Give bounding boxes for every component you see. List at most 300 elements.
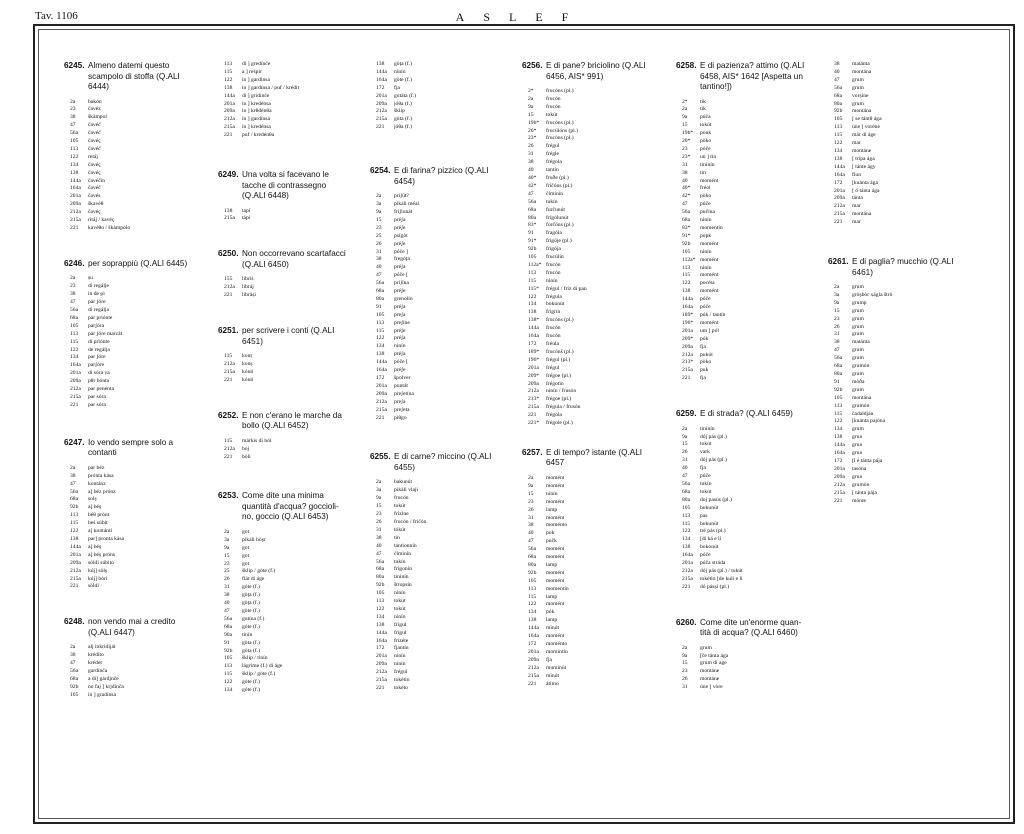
dialect-form: momént	[546, 601, 565, 608]
dialect-form: tasóna	[852, 465, 867, 472]
response-row	[370, 407, 502, 415]
response-row	[370, 399, 502, 407]
survey-point: 38	[834, 339, 840, 346]
survey-point: 40	[528, 530, 534, 537]
survey-point: 189*	[682, 311, 694, 318]
survey-point: 212a	[682, 567, 693, 574]
dialect-form: grum	[852, 371, 864, 377]
response-row	[64, 99, 196, 107]
response-row	[64, 106, 196, 114]
entry-number: 6248.	[64, 617, 85, 627]
survey-point: 115	[834, 132, 843, 139]
survey-point: 3a	[376, 201, 382, 208]
dialect-form: bokunút	[700, 520, 719, 527]
response-row	[370, 653, 502, 661]
survey-point: 91	[376, 303, 382, 310]
dialect-form: libriś	[242, 276, 254, 283]
dialect-form: préʃa	[394, 335, 406, 342]
response-row	[522, 278, 654, 286]
response-row	[64, 347, 196, 355]
response-row	[828, 188, 964, 196]
response-row	[676, 217, 808, 225]
survey-point: 19b*	[528, 119, 540, 126]
survey-point: 9a	[682, 652, 688, 659]
survey-point: 19b*	[682, 130, 694, 137]
response-row	[676, 359, 808, 367]
dialect-form: jóθa (f.)	[394, 124, 412, 131]
survey-point: 115	[224, 353, 233, 360]
survey-point: 23	[70, 106, 76, 113]
response-row	[370, 241, 502, 249]
dialect-form: vark	[700, 449, 710, 456]
response-row	[64, 170, 196, 178]
survey-point: 38	[528, 522, 534, 529]
survey-point: 26	[528, 506, 534, 513]
survey-point: 221	[528, 412, 537, 419]
dialect-form: frégul / friz di pan	[546, 285, 587, 292]
survey-point: 138	[682, 544, 691, 551]
survey-point: 209a	[528, 656, 539, 663]
survey-point: 221	[834, 219, 843, 226]
response-row	[370, 606, 502, 614]
entry	[370, 166, 502, 422]
entry	[218, 249, 350, 300]
dialect-form: ninín	[394, 613, 406, 620]
dialect-form: tininín	[700, 425, 715, 432]
column-3	[370, 61, 502, 703]
dialect-form: grum	[852, 355, 864, 362]
survey-point: 56a	[70, 130, 79, 137]
dialect-form: kavéθo / škàmpolo	[88, 225, 131, 231]
survey-point: 144a	[376, 68, 387, 75]
response-row	[828, 85, 964, 93]
response-row	[218, 600, 350, 608]
dialect-form: mónte	[852, 497, 866, 504]
dialect-form: retáj	[88, 153, 98, 160]
response-row	[522, 207, 654, 215]
response-row	[828, 490, 964, 498]
survey-point: 212a	[224, 445, 235, 452]
entry-question: E di pane? briciolino (Q.ALI 6456, AIS* 991)	[546, 61, 646, 81]
dialect-form: momént	[546, 633, 565, 640]
response-row	[64, 576, 196, 584]
dialect-form: puk	[700, 367, 709, 374]
entry-question: E di strada? (Q.ALI 6459)	[700, 409, 793, 419]
survey-point: 92b	[528, 246, 537, 253]
dialect-form: flun	[852, 171, 862, 178]
response-row	[828, 108, 964, 116]
response-row	[676, 536, 808, 544]
entry	[828, 61, 964, 227]
response-row	[522, 246, 654, 254]
response-row	[676, 434, 808, 442]
survey-point: 212a	[376, 669, 387, 676]
dialect-form: grumón	[852, 481, 870, 488]
response-row	[64, 209, 196, 217]
dialect-form: momént	[700, 240, 719, 247]
dialect-form: gardínča	[88, 668, 108, 675]
response-row	[522, 309, 654, 317]
dialect-form: frucóns (pl.)	[546, 119, 574, 126]
survey-point: 213*	[682, 359, 694, 366]
survey-point: 155	[224, 276, 233, 283]
entry-heading	[522, 448, 654, 469]
response-row	[218, 132, 350, 140]
survey-point: 201a	[70, 370, 81, 377]
response-row	[370, 527, 502, 535]
dialect-form: kúj] bòri	[88, 575, 108, 582]
response-row	[522, 143, 654, 151]
survey-point: 23*	[682, 153, 691, 160]
response-row	[522, 530, 654, 538]
dialect-form: tánta	[852, 195, 863, 202]
survey-point: 215a	[224, 215, 235, 222]
dialect-form: sòldi	[88, 583, 99, 590]
survey-point: 31	[528, 514, 534, 521]
dialect-form: montána	[852, 68, 872, 75]
dialect-form: parʃóre	[88, 362, 105, 369]
response-row	[828, 300, 964, 308]
dialect-form: pikáli bòșr	[242, 536, 266, 543]
survey-point: 221	[70, 583, 79, 590]
survey-point: 56a	[70, 307, 79, 314]
response-row	[64, 481, 196, 489]
response-row	[676, 225, 808, 233]
dialect-form: momént	[700, 177, 719, 184]
entry	[218, 491, 350, 695]
response-row	[370, 61, 502, 69]
response-row	[676, 272, 808, 280]
response-row	[828, 148, 964, 156]
entry-question: E di pazienza? attimo (Q.ALI 6458, AIS* 1642 [Aspetta un tantino!])	[700, 61, 805, 91]
response-row	[828, 474, 964, 482]
dialect-form: pòko	[700, 193, 712, 200]
survey-point: 105	[70, 322, 79, 329]
response-row	[218, 624, 350, 632]
entry	[218, 61, 350, 140]
dialect-form: frígul	[394, 621, 407, 628]
dialect-form: a] béș	[88, 543, 102, 550]
response-row	[218, 69, 350, 77]
dialect-form: mar	[852, 219, 861, 226]
survey-point: 23	[376, 511, 382, 518]
survey-point: 47	[70, 660, 76, 667]
response-row	[828, 284, 964, 292]
entry-question: per scrivere i conti (Q.ALI 6451)	[242, 326, 335, 346]
response-row	[370, 543, 502, 551]
dialect-form: már di áge	[852, 132, 876, 139]
entry-number: 6261.	[828, 257, 849, 267]
survey-point: 91*	[528, 238, 537, 245]
survey-point: 20*	[528, 127, 537, 134]
dialect-form: momént	[700, 256, 719, 263]
survey-point: 80a	[376, 295, 385, 302]
survey-point: 15	[376, 216, 382, 223]
response-row	[676, 584, 808, 592]
dialect-form: momént	[700, 319, 719, 326]
response-row	[676, 154, 808, 162]
response-row	[522, 341, 654, 349]
survey-point: 56a	[70, 668, 79, 675]
survey-point: 144a	[224, 92, 235, 99]
response-row	[522, 199, 654, 207]
dialect-form: préʃa	[394, 351, 406, 358]
response-row	[218, 276, 350, 284]
survey-point: 92b	[682, 240, 691, 247]
survey-point: 2a	[528, 474, 534, 481]
response-row	[64, 676, 196, 684]
survey-point: 2a	[70, 98, 76, 105]
survey-point: 80a	[834, 100, 843, 107]
response-row	[828, 195, 964, 203]
response-row	[370, 312, 502, 320]
dialect-form: grum	[852, 76, 864, 83]
survey-point: 56a	[376, 280, 385, 287]
survey-point: 15	[682, 660, 688, 667]
survey-point: 221	[834, 497, 843, 504]
survey-point: 38	[682, 169, 688, 176]
dialect-form: frucónš (pl.)	[546, 348, 574, 355]
dialect-form: grun	[852, 434, 863, 441]
survey-point: 134	[834, 426, 843, 433]
response-row	[370, 574, 502, 582]
survey-point: 38	[70, 291, 76, 298]
dialect-form: pučk	[546, 538, 557, 545]
response-row	[676, 367, 808, 375]
response-row	[828, 77, 964, 85]
survey-point: 212a	[70, 209, 81, 216]
response-row	[676, 185, 808, 193]
survey-point: 164a	[528, 633, 539, 640]
entry-number: 6258.	[676, 61, 697, 70]
response-row	[828, 211, 964, 219]
dialect-form: frizíne	[394, 511, 409, 518]
dialect-form: prónta kása	[88, 472, 114, 479]
survey-point: 113	[682, 512, 691, 519]
survey-point: 2a	[376, 193, 382, 200]
survey-point: 3a	[224, 536, 230, 543]
survey-point: 115	[70, 338, 79, 345]
survey-point: 144a	[528, 325, 539, 332]
survey-point: 209a	[70, 201, 81, 208]
entry-question: E di farina? pizzico (Q.ALI 6454)	[394, 166, 489, 186]
dialect-form: frucóns (pl.)	[546, 317, 574, 324]
dialect-form: šklip / gòte (f.)	[242, 671, 276, 678]
survey-point: 112a*	[682, 256, 696, 263]
response-row	[370, 124, 502, 132]
dialect-form: ritáj / kavéç	[88, 217, 115, 224]
survey-point: 209a	[528, 380, 539, 387]
response-row	[64, 331, 196, 339]
dialect-form: in ] gardínsa	[242, 76, 270, 83]
survey-point: 221	[70, 401, 79, 408]
entry	[218, 411, 350, 462]
dialect-form: par ʃóre marcât	[88, 330, 123, 337]
response-row	[522, 522, 654, 530]
survey-point: 215a	[70, 575, 81, 582]
survey-point: 38	[376, 256, 382, 263]
dialect-form: frégul	[394, 669, 408, 676]
survey-point: 115	[528, 277, 537, 284]
dialect-form: pikáli méal	[394, 201, 420, 208]
survey-point: 40	[834, 68, 840, 75]
response-row	[64, 178, 196, 186]
response-row	[522, 625, 654, 633]
survey-point: 115	[70, 520, 79, 527]
response-row	[370, 108, 502, 116]
response-row	[522, 215, 654, 223]
survey-point: 2a	[682, 425, 688, 432]
dialect-form: momént	[700, 288, 719, 295]
dialect-form: tré pás (pl.)	[700, 528, 726, 535]
response-row	[370, 614, 502, 622]
dialect-form: góte (f.)	[242, 584, 261, 591]
survey-point: 215a	[376, 116, 387, 123]
dialect-form: [ tánte ágy	[852, 163, 876, 170]
survey-point: 47	[682, 201, 688, 208]
dialect-form: momentín	[700, 225, 723, 231]
survey-point: 9a	[376, 208, 382, 215]
survey-point: 115	[376, 327, 385, 334]
response-row	[828, 180, 964, 188]
entry-heading	[218, 411, 350, 432]
survey-point: 113	[528, 269, 537, 276]
survey-point: 68a	[70, 675, 79, 682]
response-row	[218, 93, 350, 101]
dialect-form: frucón / fričón	[394, 518, 427, 525]
survey-point: 209a	[834, 473, 845, 480]
response-row	[218, 124, 350, 132]
survey-point: 212a	[70, 567, 81, 574]
survey-point: 122	[224, 76, 233, 83]
dialect-form: átimo	[546, 680, 559, 687]
response-row	[218, 671, 350, 679]
response-row	[64, 275, 196, 283]
survey-point: 134	[224, 687, 233, 694]
survey-point: 2a	[70, 275, 76, 282]
dialect-form: puntát	[394, 382, 408, 389]
dialect-form: préʃe	[394, 240, 406, 247]
survey-point: 9a	[682, 114, 688, 121]
response-row	[64, 668, 196, 676]
response-row	[522, 475, 654, 483]
dialect-form: frucón	[546, 261, 561, 268]
survey-point: 2*	[528, 88, 534, 94]
response-row	[676, 304, 808, 312]
response-row	[828, 164, 964, 172]
dialect-form: fja	[546, 656, 552, 663]
dialect-form: fja	[700, 465, 706, 472]
survey-point: 105	[682, 504, 691, 511]
response-row	[828, 93, 964, 101]
dialect-form: momentín	[546, 585, 569, 592]
response-row	[828, 458, 964, 466]
dialect-form: frigrín	[546, 309, 561, 316]
survey-point: 221	[224, 376, 233, 383]
dialect-form: moménto	[546, 522, 568, 529]
survey-point: 122	[682, 280, 691, 287]
dialect-form: in đe pi	[88, 291, 105, 298]
column-4	[522, 61, 654, 698]
dialect-form: frégole (pl.)	[546, 420, 573, 427]
survey-point: 134	[376, 613, 385, 620]
survey-point: 212a	[224, 361, 235, 367]
dialect-form: [ ó tánta ága	[852, 187, 880, 194]
survey-point: 91	[834, 378, 840, 385]
dialect-form: préʃe	[394, 288, 406, 295]
survey-point: 26	[682, 676, 688, 683]
dialect-form: fregóța	[394, 256, 410, 263]
response-row	[522, 499, 654, 507]
response-row	[828, 466, 964, 474]
dialect-form: par ʃóre	[88, 299, 106, 306]
dialect-form: got	[242, 544, 250, 551]
survey-point: 26	[834, 323, 840, 330]
survey-point: 122	[376, 335, 385, 342]
survey-point: 2a	[528, 95, 534, 102]
response-row	[828, 371, 964, 379]
dialect-form: de regálja	[88, 346, 110, 353]
response-row	[522, 420, 654, 428]
response-row	[218, 377, 350, 385]
response-row	[828, 316, 964, 324]
response-row	[218, 648, 350, 656]
response-row	[676, 375, 808, 383]
response-row	[218, 77, 350, 85]
survey-point: 144a	[376, 629, 387, 636]
response-row	[676, 296, 808, 304]
dialect-form: ṣu	[88, 275, 93, 282]
entry-heading	[218, 170, 350, 202]
response-row	[370, 630, 502, 638]
dialect-form: momintín	[546, 648, 568, 655]
survey-point: 221	[376, 414, 385, 421]
survey-point: 38	[70, 472, 76, 479]
survey-point: 138	[528, 617, 537, 624]
response-row	[370, 193, 502, 201]
dialect-form: bokonút	[700, 544, 719, 551]
dialect-form: tokút	[394, 598, 406, 605]
dialect-form: grum	[852, 426, 864, 433]
response-row	[676, 312, 808, 320]
survey-point: 9a	[834, 299, 840, 306]
survey-point: 80a	[528, 214, 537, 221]
dialect-form: tin	[394, 534, 400, 541]
dialect-form: in ] gardínsa	[242, 116, 270, 123]
survey-point: 122	[834, 418, 843, 425]
dialect-form: frégula / frusón	[546, 404, 581, 411]
entry-question: Io vendo sempre solo a contanti	[88, 437, 174, 458]
survey-point: 209a	[224, 108, 235, 115]
survey-point: 144a	[834, 163, 845, 170]
survey-point: 80a	[834, 371, 843, 377]
survey-point: 212a	[224, 116, 235, 123]
survey-point: 105	[528, 577, 537, 584]
survey-point: 201a	[834, 187, 845, 194]
dialect-form: frucón	[546, 103, 561, 110]
dialect-form: bakón	[88, 98, 102, 105]
response-row	[218, 608, 350, 616]
dialect-form: tapí	[242, 207, 251, 214]
dialect-form: tokút	[700, 488, 712, 495]
response-row	[522, 151, 654, 159]
column-5	[676, 61, 808, 702]
dialect-form: čiminín	[394, 550, 412, 557]
response-row	[218, 529, 350, 537]
dialect-form: grum	[852, 323, 864, 330]
dialect-form: márkis di ból	[242, 437, 272, 444]
dialect-form: krédet	[88, 660, 102, 667]
